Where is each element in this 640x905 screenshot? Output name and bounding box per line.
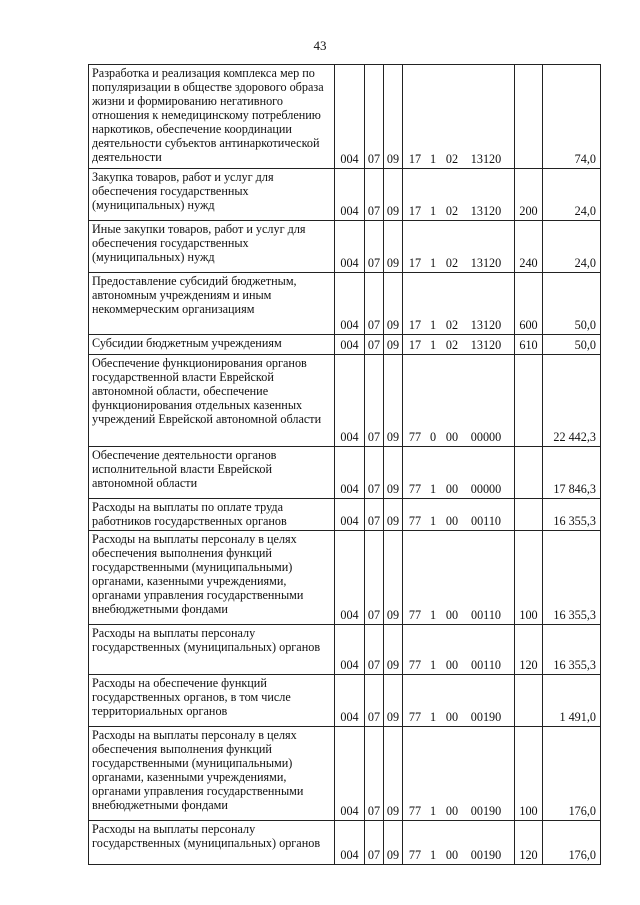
- section-code: 07: [365, 675, 384, 727]
- direction-code: 13120: [470, 256, 502, 270]
- main-event-code: 00: [445, 710, 459, 724]
- expense-name: Расходы на выплаты по оплате труда работников государственных органов: [89, 499, 335, 531]
- section-code: 07: [365, 355, 384, 447]
- subsection-code: 09: [384, 625, 403, 675]
- expense-type-code: [515, 499, 543, 531]
- expense-type-code: 200: [515, 169, 543, 221]
- expense-name: Обеспечение функционирования органов государственной власти Еврейской автономной области, обеспечение функционирования отдельных казенных учреждений Еврейской автономной области: [89, 355, 335, 447]
- target-article-code: [403, 355, 515, 447]
- main-event-code: 00: [445, 514, 459, 528]
- amount: 24,0: [543, 169, 601, 221]
- ministry-code: 004: [335, 169, 365, 221]
- expense-type-code: 600: [515, 273, 543, 335]
- section-code: 07: [365, 221, 384, 273]
- subprogram-code: 1: [429, 514, 437, 528]
- expense-name: Разработка и реализация комплекса мер по популяризации в обществе здорового образа жизни и формированию негативного отношения к немедицинскому потреблению наркотиков, обеспечение координации деятельности субъектов антинаркотической деятельности: [89, 65, 335, 169]
- ministry-code: 004: [335, 499, 365, 531]
- ministry-code: 004: [335, 727, 365, 821]
- program-code: 77: [408, 710, 422, 724]
- target-article-code: [403, 625, 515, 675]
- direction-code: 13120: [470, 318, 502, 332]
- table-row: [89, 727, 601, 821]
- subsection-code: 09: [384, 65, 403, 169]
- main-event-code: 00: [445, 658, 459, 672]
- main-event-code: 00: [445, 608, 459, 622]
- target-article-code: [403, 531, 515, 625]
- subsection-code: 09: [384, 335, 403, 355]
- target-article-code: [403, 273, 515, 335]
- expense-type-code: [515, 65, 543, 169]
- amount: 16 355,3: [543, 531, 601, 625]
- direction-code: 00190: [470, 710, 502, 724]
- program-code: 77: [408, 848, 422, 862]
- subprogram-code: 1: [429, 658, 437, 672]
- target-article-code: [403, 335, 515, 355]
- ministry-code: 004: [335, 65, 365, 169]
- ministry-code: 004: [335, 625, 365, 675]
- expense-type-code: 610: [515, 335, 543, 355]
- expense-name: Закупка товаров, работ и услуг для обеспечения государственных (муниципальных) нужд: [89, 169, 335, 221]
- table-row: [89, 355, 601, 447]
- direction-code: 00110: [470, 658, 502, 672]
- section-code: 07: [365, 447, 384, 499]
- amount: 176,0: [543, 727, 601, 821]
- target-article-code: [403, 221, 515, 273]
- main-event-code: 02: [445, 256, 459, 270]
- program-code: 77: [408, 514, 422, 528]
- main-event-code: 02: [445, 318, 459, 332]
- program-code: 17: [408, 318, 422, 332]
- subprogram-code: 1: [429, 848, 437, 862]
- subsection-code: 09: [384, 499, 403, 531]
- amount: 22 442,3: [543, 355, 601, 447]
- table-row: [89, 335, 601, 355]
- target-article-code: [403, 65, 515, 169]
- program-code: 77: [408, 608, 422, 622]
- subsection-code: 09: [384, 675, 403, 727]
- table-row: [89, 65, 601, 169]
- subsection-code: 09: [384, 447, 403, 499]
- amount: 1 491,0: [543, 675, 601, 727]
- table-row: [89, 447, 601, 499]
- table-row: [89, 821, 601, 865]
- program-code: 77: [408, 804, 422, 818]
- program-code: 77: [408, 658, 422, 672]
- amount: 17 846,3: [543, 447, 601, 499]
- main-event-code: 00: [445, 848, 459, 862]
- section-code: 07: [365, 531, 384, 625]
- main-event-code: 00: [445, 430, 459, 444]
- direction-code: 00110: [470, 608, 502, 622]
- program-code: 77: [408, 430, 422, 444]
- table-row: [89, 499, 601, 531]
- expense-name: Предоставление субсидий бюджетным, автономным учреждениям и иным некоммерческим организациям: [89, 273, 335, 335]
- expense-type-code: 240: [515, 221, 543, 273]
- target-article-code: [403, 169, 515, 221]
- table-row: [89, 221, 601, 273]
- ministry-code: 004: [335, 531, 365, 625]
- direction-code: 00000: [470, 482, 502, 496]
- table-row: [89, 273, 601, 335]
- ministry-code: 004: [335, 355, 365, 447]
- expense-name: Расходы на выплаты персоналу в целях обеспечения выполнения функций государственными (муниципальными) органами, казенными учреждениями, органами управления государственными внебюджетными фондами: [89, 531, 335, 625]
- table-row: [89, 675, 601, 727]
- main-event-code: 02: [445, 204, 459, 218]
- section-code: 07: [365, 727, 384, 821]
- amount: 50,0: [543, 335, 601, 355]
- expense-name: Иные закупки товаров, работ и услуг для обеспечения государственных (муниципальных) нужд: [89, 221, 335, 273]
- ministry-code: 004: [335, 221, 365, 273]
- program-code: 17: [408, 338, 422, 352]
- subprogram-code: 1: [429, 204, 437, 218]
- direction-code: 00000: [470, 430, 502, 444]
- program-code: 17: [408, 152, 422, 166]
- expense-name: Субсидии бюджетным учреждениям: [89, 335, 335, 355]
- section-code: 07: [365, 65, 384, 169]
- direction-code: 13120: [470, 338, 502, 352]
- amount: 16 355,3: [543, 625, 601, 675]
- section-code: 07: [365, 821, 384, 865]
- ministry-code: 004: [335, 335, 365, 355]
- target-article-code: [403, 447, 515, 499]
- expense-type-code: 100: [515, 531, 543, 625]
- subprogram-code: 1: [429, 608, 437, 622]
- amount: 24,0: [543, 221, 601, 273]
- subsection-code: 09: [384, 821, 403, 865]
- amount: 74,0: [543, 65, 601, 169]
- ministry-code: 004: [335, 675, 365, 727]
- main-event-code: 02: [445, 338, 459, 352]
- subprogram-code: 1: [429, 338, 437, 352]
- amount: 176,0: [543, 821, 601, 865]
- direction-code: 00190: [470, 804, 502, 818]
- subsection-code: 09: [384, 355, 403, 447]
- target-article-code: [403, 675, 515, 727]
- ministry-code: 004: [335, 273, 365, 335]
- page-number: 43: [313, 38, 327, 53]
- subprogram-code: 1: [429, 256, 437, 270]
- subprogram-code: 1: [429, 710, 437, 724]
- amount: 50,0: [543, 273, 601, 335]
- program-code: 17: [408, 204, 422, 218]
- ministry-code: 004: [335, 821, 365, 865]
- budget-table-body: [89, 65, 601, 865]
- subsection-code: 09: [384, 169, 403, 221]
- expense-type-code: [515, 447, 543, 499]
- subsection-code: 09: [384, 221, 403, 273]
- subprogram-code: 1: [429, 804, 437, 818]
- expense-name: Расходы на выплаты персоналу государственных (муниципальных) органов: [89, 821, 335, 865]
- subprogram-code: 1: [429, 482, 437, 496]
- target-article-code: [403, 821, 515, 865]
- table-row: [89, 531, 601, 625]
- main-event-code: 00: [445, 482, 459, 496]
- expense-name: Обеспечение деятельности органов исполнительной власти Еврейской автономной области: [89, 447, 335, 499]
- expense-name: Расходы на выплаты персоналу государственных (муниципальных) органов: [89, 625, 335, 675]
- program-code: 77: [408, 482, 422, 496]
- section-code: 07: [365, 169, 384, 221]
- section-code: 07: [365, 625, 384, 675]
- direction-code: 13120: [470, 204, 502, 218]
- subsection-code: 09: [384, 727, 403, 821]
- subprogram-code: 0: [429, 430, 437, 444]
- target-article-code: [403, 727, 515, 821]
- expense-type-code: [515, 355, 543, 447]
- direction-code: 00190: [470, 848, 502, 862]
- expense-type-code: [515, 675, 543, 727]
- amount: 16 355,3: [543, 499, 601, 531]
- section-code: 07: [365, 273, 384, 335]
- subsection-code: 09: [384, 273, 403, 335]
- program-code: 17: [408, 256, 422, 270]
- subprogram-code: 1: [429, 152, 437, 166]
- direction-code: 13120: [470, 152, 502, 166]
- table-row: [89, 625, 601, 675]
- expense-type-code: 100: [515, 727, 543, 821]
- expense-name: Расходы на выплаты персоналу в целях обеспечения выполнения функций государственными (муниципальными) органами, казенными учреждениями, органами управления государственными внебюджетными фондами: [89, 727, 335, 821]
- section-code: 07: [365, 499, 384, 531]
- target-article-code: [403, 499, 515, 531]
- expense-type-code: 120: [515, 821, 543, 865]
- table-row: [89, 169, 601, 221]
- expense-type-code: 120: [515, 625, 543, 675]
- ministry-code: 004: [335, 447, 365, 499]
- budget-table: [88, 64, 601, 865]
- main-event-code: 02: [445, 152, 459, 166]
- section-code: 07: [365, 335, 384, 355]
- subsection-code: 09: [384, 531, 403, 625]
- subprogram-code: 1: [429, 318, 437, 332]
- main-event-code: 00: [445, 804, 459, 818]
- direction-code: 00110: [470, 514, 502, 528]
- expense-name: Расходы на обеспечение функций государственных органов, в том числе территориальных органов: [89, 675, 335, 727]
